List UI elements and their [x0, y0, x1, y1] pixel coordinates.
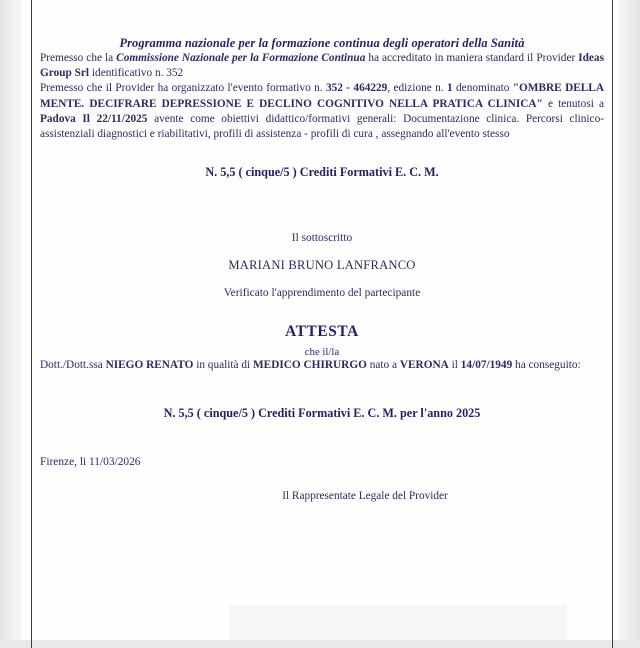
participant-text-5: ha conseguito: — [512, 359, 581, 372]
event-location-date: Padova Il 22/11/2025 — [40, 112, 148, 125]
event-text-1: Premesso che il Provider ha organizzato l'evento formativo n. — [40, 82, 326, 95]
participant-text-4: il — [448, 359, 461, 372]
attests-heading: ATTESTA — [285, 323, 359, 341]
participant-birthdate: 14/07/1949 — [460, 359, 513, 372]
credits-year-line: N. 5,5 ( cinque/5 ) Crediti Formativi E. C. M. per l'anno 2025 — [163, 406, 481, 421]
representative-label: Il Rappresentate Legale del Provider — [282, 490, 448, 503]
page-title: Programma nazionale per la formazione continua degli operatori della Sanità — [119, 36, 525, 50]
place-and-date: Firenze, li 11/03/2026 — [40, 456, 141, 469]
signature-image — [229, 605, 567, 640]
event-number: 352 - 464229 — [325, 82, 388, 95]
attests-subline: che il/la — [304, 346, 340, 359]
undersigned-label: Il sottoscritto — [291, 232, 353, 245]
event-text-5: avente come obiettivi didattico/formativi generali: Documentazione clinica. Percorsi clinico-assistenziali diagnostici e riabilitativi, profili di assistenza - profili di cura , assegnando all'evento stesso — [40, 112, 604, 141]
page-gutter-left — [0, 0, 22, 640]
provider-name: Ideas Group Srl — [40, 52, 604, 80]
event-edition: 1 — [447, 82, 453, 95]
signature-ink-strokes — [229, 605, 567, 640]
accreditation-text-3: identificativo n. 352 — [89, 67, 184, 80]
event-text-2: , edizione n. — [387, 82, 447, 95]
participant-text-3: nato a — [366, 359, 400, 372]
participant-text-2: in qualità di — [193, 359, 253, 372]
verification-line: Verificato l'apprendimento del partecipante — [223, 287, 421, 300]
certificate-page — [22, 0, 618, 640]
event-text-3: denominato — [452, 82, 513, 95]
paragraph-accreditation — [40, 51, 604, 81]
commission-name: Commissione Nazionale per la Formazione Continua — [116, 52, 366, 64]
accreditation-text-2: ha accreditato in maniera standard il Provider — [365, 52, 579, 64]
paragraph-event — [40, 81, 604, 142]
event-title: "OMBRE DELLA MENTE. DECIFRARE DEPRESSIONE E DECLINO COGNITIVO NELLA PRATICA CLINICA" — [40, 82, 604, 110]
accreditation-text-1: Premesso che la — [40, 52, 117, 64]
participant-name: NIEGO RENATO — [105, 359, 194, 372]
participant-text-1: Dott./Dott.ssa — [40, 359, 106, 372]
event-text-4: e tenutosi a — [542, 97, 604, 110]
certificate-content — [40, 0, 604, 640]
undersigned-name: MARIANI BRUNO LANFRANCO — [228, 258, 416, 273]
participant-profession: MEDICO CHIRURGO — [253, 359, 367, 372]
paragraph-participant — [40, 358, 604, 373]
page-gutter-right — [618, 0, 640, 640]
credits-line: N. 5,5 ( cinque/5 ) Crediti Formativi E. C. M. — [205, 165, 439, 180]
participant-birthplace: VERONA — [399, 359, 449, 372]
